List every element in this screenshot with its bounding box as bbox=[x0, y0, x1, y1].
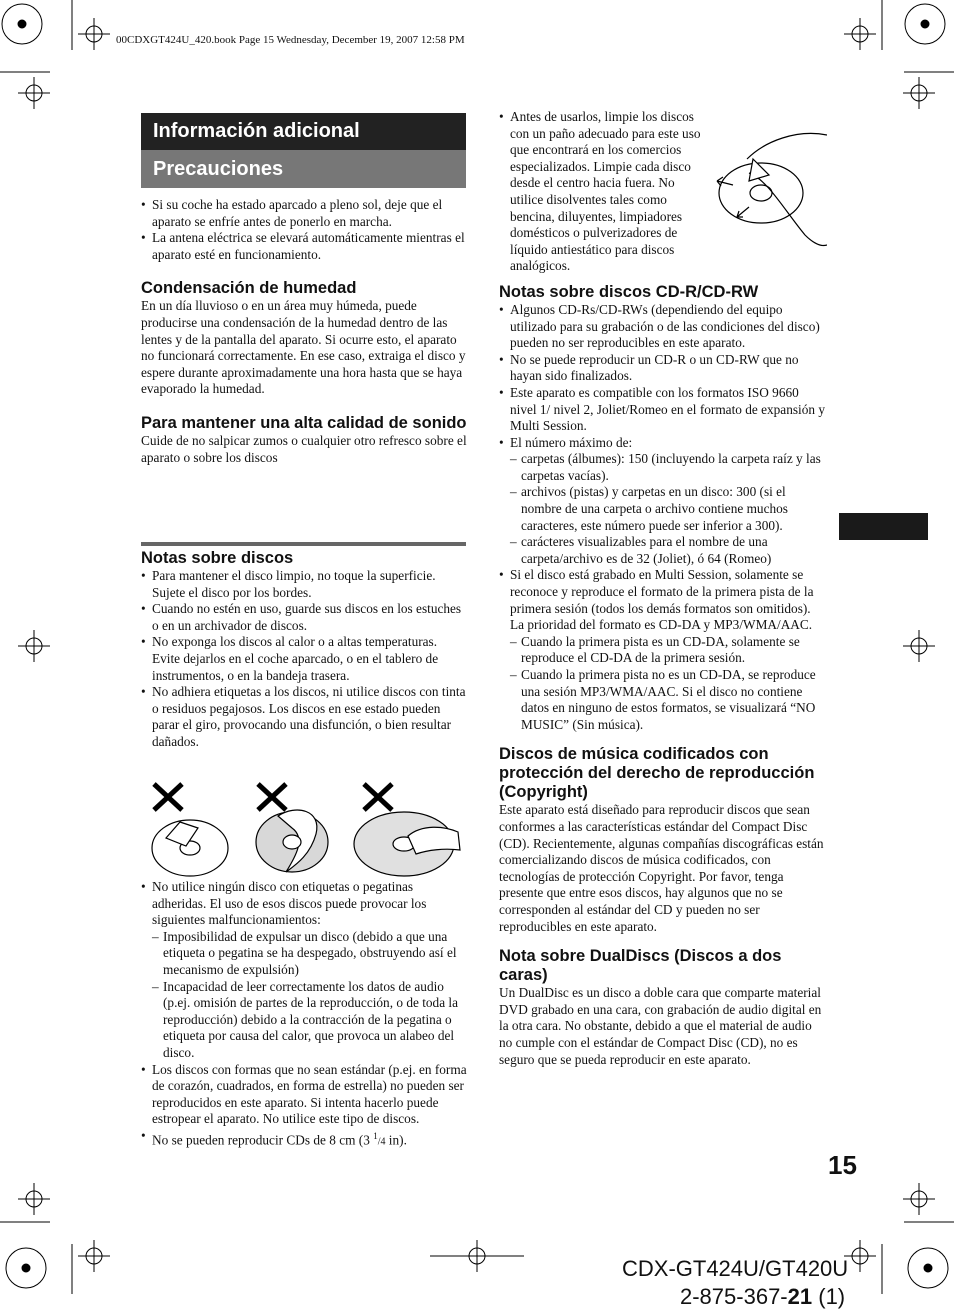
size-text-end: in). bbox=[385, 1132, 407, 1148]
part-number-base: 2-875-367- bbox=[680, 1284, 788, 1309]
left-column-bottom bbox=[141, 879, 467, 1151]
max-number-dash-list bbox=[510, 451, 825, 567]
size-fraction-num: 1 bbox=[373, 1130, 378, 1141]
dualdisc-text: Un DualDisc es un disco a doble cara que comparte material DVD grabado en una cara, con grabación de audio digital en la otra cara. No obstante, debido a que el material de audio no cumple con el estándar de Compact Disc (CD), no es seguro que se pueda reproducir en este aparato. bbox=[499, 985, 822, 1067]
dash-item: – Imposibilidad de expulsar un disco (debido a que una etiqueta o pegatina se ha despegado, obstruyendo así el mecanismo de expulsión) bbox=[152, 929, 467, 979]
rosette-bottom-left bbox=[6, 1248, 46, 1288]
list-item bbox=[499, 567, 825, 733]
discs-list bbox=[141, 568, 467, 751]
left-column-discs bbox=[141, 549, 467, 751]
max-number-text: El número máximo de: bbox=[510, 434, 633, 450]
list-item: • No exponga los discos al calor o a altas temperaturas. Evite dejarlos en el coche aparcado, o en el tablero de instrumentos, o en la bandeja trasera. bbox=[141, 634, 467, 684]
size-fraction-den: /4 bbox=[377, 1136, 386, 1148]
rosette-top-left bbox=[2, 4, 42, 44]
list-item: • Este aparato es compatible con los formatos ISO 9660 nivel 1/ nivel 2, Joliet/Romeo en el formato de expansión y Multi Session. bbox=[499, 385, 825, 435]
list-item: • Para mantener el disco limpio, no toque la superficie. Sujete el disco por los bordes. bbox=[141, 568, 467, 601]
side-tab-marker bbox=[839, 513, 928, 540]
list-item bbox=[141, 1128, 467, 1151]
size-text: No se pueden reproducir CDs de 8 cm (3 bbox=[152, 1132, 374, 1148]
disc-cleaning-illustration bbox=[709, 119, 827, 247]
dash-item: – Cuando la primera pista es un CD-DA, solamente se reproduce el CD-DA de la primera sesión. bbox=[510, 634, 825, 667]
dash-item: – archivos (pistas) y carpetas en un disco: 300 (si el nombre de una carpeta o archivo contiene muchos caracteres, este número puede ser inferior a 300). bbox=[510, 484, 825, 534]
rosette-bottom-right bbox=[908, 1248, 948, 1288]
part-number-bold: 21 bbox=[787, 1284, 813, 1309]
disc-with-label-icon bbox=[152, 820, 228, 876]
quality-heading: Para mantener una alta calidad de sonido bbox=[141, 413, 467, 432]
list-item: • La antena eléctrica se elevará automáticamente mientras el aparato esté en funcionamiento. bbox=[141, 230, 467, 263]
section-subtitle: Precauciones bbox=[141, 150, 466, 188]
cleaning-list bbox=[499, 109, 825, 275]
section-title: Información adicional bbox=[141, 113, 466, 150]
dash-item: – Cuando la primera pista no es un CD-DA, se reproduce una sesión MP3/WMA/AAC. Si el disco no contiene datos en ninguno de estos formatos, se visualizará “NO MUSIC” (Sin música). bbox=[510, 667, 825, 733]
condensation-heading: Condensación de humedad bbox=[141, 279, 357, 298]
dash-item: – Incapacidad de leer correctamente los datos de audio (p.ej. omisión de partes de la reproducción, o de toda la reproducción) debido a la contracción de la pegatina o etiqueta por causa del calor, que provoca un alabeo del disco. bbox=[152, 979, 467, 1062]
part-number bbox=[680, 1284, 845, 1310]
cdr-heading: Notas sobre discos CD-R/CD-RW bbox=[499, 282, 759, 301]
copyright-text: Este aparato está diseñado para reproducir discos que sean conformes a las características estándar del Compact Disc (CD). Recientemente, algunas compañías discográficas están comercializando discos de música codificados, con tecnologías de protección Copyright. Por favor, tenga presente que entre esos discos, hay algunos que no se corresponden al estándar del CD y pueden no ser reproducibles en este aparato. bbox=[499, 802, 824, 934]
intro-list bbox=[141, 197, 467, 263]
quality-text: Cuide de no salpicar zumos o cualquier otro refresco sobre el aparato o sobre los discos bbox=[141, 432, 467, 465]
list-item: • No se puede reproducir un CD-R o un CD-RW que no hayan sido finalizados. bbox=[499, 352, 825, 385]
rosette-top-right bbox=[905, 4, 945, 44]
disc-illustrations bbox=[146, 776, 466, 880]
cdr-list bbox=[499, 302, 825, 733]
list-item bbox=[141, 879, 467, 1062]
sticky-disc-icon bbox=[354, 812, 460, 876]
section-header bbox=[141, 113, 466, 188]
labels-text: No utilice ningún disco con etiquetas o pegatinas adheridas. El uso de esos discos puede provocar los siguientes malfuncionamientos: bbox=[152, 879, 427, 928]
prohibited-x-icons bbox=[154, 784, 392, 810]
left-column-top bbox=[141, 197, 467, 466]
cleaning-text: Antes de usarlos, limpie los discos con un paño adecuado para este uso que encontrará en los comercios especializados. Limpie cada disco desde el centro hacia fuera. No utilice disolventes tales como bencina, diluyentes, limpiadores domésticos o pulverizadores de líquido antiestático para discos analógicos. bbox=[510, 109, 701, 274]
right-column bbox=[499, 109, 825, 1068]
page-number: 15 bbox=[828, 1150, 857, 1180]
list-item: • Si su coche ha estado aparcado a pleno sol, deje que el aparato se enfríe antes de ponerlo en marcha. bbox=[141, 197, 467, 230]
list-item: • Los discos con formas que no sean estándar (p.ej. en forma de corazón, cuadrados, en forma de estrella) no pueden ser reproducidos en este aparato. Si intenta hacerlo puede estropear el aparato. No utilice este tipo de discos. bbox=[141, 1062, 467, 1128]
condensation-text: En un día lluvioso o en un área muy húmeda, puede producirse una condensación de la humedad dentro de las lentes y de la pantalla del aparato. Si ocurre esto, el aparato no funcionará correctamente. En ese caso, extraiga el disco y espere durante aproximadamente una hora hasta que se haya evaporado la humedad. bbox=[141, 298, 466, 397]
book-info-line: 00CDXGT424U_420.book Page 15 Wednesday, December 19, 2007 12:58 PM bbox=[116, 34, 465, 46]
list-item bbox=[499, 435, 825, 568]
list-item: • No adhiera etiquetas a los discos, ni utilice discos con tinta o residuos pegajosos. Los discos en ese estado pueden parar el giro, provocando una disfunción, o bien resultar dañados. bbox=[141, 684, 467, 750]
dash-item: – carpetas (álbumes): 150 (incluyendo la carpeta raíz y las carpetas vacías). bbox=[510, 451, 825, 484]
section-divider bbox=[141, 542, 466, 546]
discs-heading: Notas sobre discos bbox=[141, 549, 294, 567]
part-number-suffix: (1) bbox=[812, 1284, 846, 1309]
list-item bbox=[499, 109, 825, 275]
list-item: • Cuando no estén en uso, guarde sus discos en los estuches o en un archivador de discos. bbox=[141, 601, 467, 634]
labels-dash-list bbox=[152, 929, 467, 1062]
multisession-text: Si el disco está grabado en Multi Session, solamente se reconoce y reproduce el formato de la primera pista de la primera sesión (todos los demás formatos son omitidos). La prioridad del formato es CD-DA y MP3/WMA/AAC. bbox=[510, 567, 814, 633]
labels-list bbox=[141, 879, 467, 1151]
heart-disc-icon bbox=[256, 810, 328, 872]
dualdisc-heading: Nota sobre DualDiscs (Discos a dos caras) bbox=[499, 947, 782, 985]
list-item: • Algunos CD-Rs/CD-RWs (dependiendo del equipo utilizado para su grabación o de las condiciones del disco) pueden no ser reproducibles en este aparato. bbox=[499, 302, 825, 352]
multisession-dash-list bbox=[510, 634, 825, 734]
copyright-heading: Discos de música codificados con protección del derecho de reproducción (Copyright) bbox=[499, 745, 815, 802]
model-number: CDX-GT424U/GT420U bbox=[622, 1256, 849, 1281]
dash-item: – carácteres visualizables para el nombre de una carpeta/archivo es de 32 (Joliet), ó 64 (Romeo) bbox=[510, 534, 825, 567]
